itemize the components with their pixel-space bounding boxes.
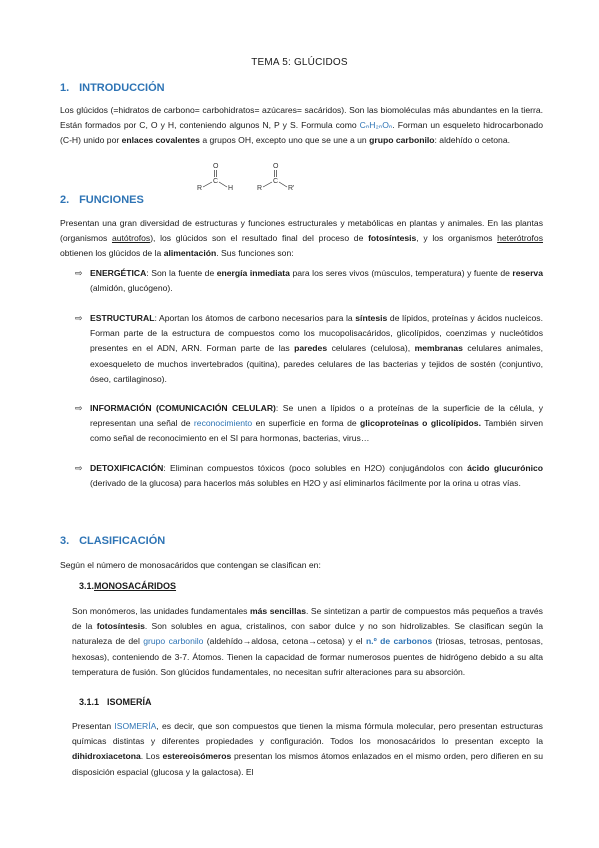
bold-term: glicoproteínas o glicolípidos. (360, 418, 481, 429)
funciones-paragraph (60, 216, 543, 262)
arrow-bullet-icon: ⇨ (75, 313, 83, 323)
arrow-bullet-icon: ⇨ (75, 463, 83, 473)
bold-term: membranas (414, 343, 463, 354)
hydrogen-label: H (228, 185, 234, 191)
heading-text: INTRODUCCIÓN (79, 82, 165, 94)
subheading-text: ISOMERÍA (107, 697, 152, 707)
r-group-label: R (197, 185, 203, 191)
text-run: : Se unen a lípidos o a proteínas de la superficie de la célula, y representan una señal de (90, 403, 543, 429)
bold-term: INFORMACIÓN (COMUNICACIÓN CELULAR) (90, 403, 276, 413)
highlight-term: n.º de carbonos (365, 636, 433, 647)
bold-term: fotosíntesis (96, 621, 145, 632)
text-run: También sirven como señal de reconocimiento en el SI para hormonas, bacterias, virus… (90, 418, 544, 444)
text-run: (aldehído→aldosa, cetona→cetosa) y el (203, 636, 366, 647)
underlined-term: autótrofos (111, 233, 151, 244)
text-run: en superficie en forma de (252, 418, 361, 429)
list-item-detoxificacion (75, 461, 543, 491)
heading-number: 2. (60, 194, 70, 206)
text-run: (derivado de la glucosa) para hacerlos más solubles en H2O y así eliminarlos fácilmente por la orina u otras vías. (90, 478, 521, 489)
text-run: : Eliminan compuestos tóxicos (poco solubles en H2O) conjugándolos con (163, 463, 468, 473)
text-run: , es decir, que son compuestos que tienen la misma fórmula molecular, pero presentan estructuras químicas distintas y diferentes propiedades y configuración. Todos los monosacáridos lo presentan excepto la (72, 721, 543, 747)
text-run: : aldehído o cetona. (434, 135, 511, 146)
oxygen-label: O (273, 163, 279, 170)
text-run: (triosas, tetrosas, pentosas, hexosas), conteniendo de 3-7. Átomos. Tienen la capacidad de formar numerosos puentes de hidrógeno debido a su alta temperatura de fusión. Son glúcidos fundamentales, no necesitan sufrir alteraciones para su absorción. (72, 636, 543, 677)
underlined-term: heterótrofos (497, 233, 543, 244)
text-run: : Aportan los átomos de carbono necesarios para la (154, 313, 356, 323)
subheading-number: 3.1. (79, 581, 95, 591)
oxygen-label: O (213, 163, 219, 170)
text-run: Presentan (72, 721, 115, 731)
isomeria-paragraph (72, 719, 543, 780)
arrow-bullet-icon: ⇨ (75, 268, 83, 278)
list-item-energetica (75, 266, 543, 296)
bold-term: enlaces covalentes (121, 135, 200, 146)
text-run: ), los glúcidos son el resultado final del proceso de (150, 233, 369, 244)
subheading-isomeria (79, 697, 152, 707)
clasificacion-intro: Según el número de monosacáridos que contengan se clasifican en: (60, 560, 321, 570)
document-title: TEMA 5: GLÚCIDOS (251, 57, 348, 68)
subheading-text: MONOSACÁRIDOS (94, 581, 177, 591)
bold-term: ESTRUCTURAL (90, 313, 155, 323)
list-item-estructural (75, 311, 543, 387)
bold-term: DETOXIFICACIÓN (90, 463, 164, 473)
text-run: presentan los mismos átomos enlazados en el mismo orden, pero difieren en su disposición espacial (glucosa y la galactosa). El (72, 751, 543, 777)
bold-term: estereoisómeros (162, 751, 232, 762)
highlight-term: grupo carbonilo (143, 636, 204, 647)
bold-term: ENERGÉTICA (90, 268, 147, 278)
text-run: . Son solubles en agua, cristalinos, con sabor dulce y no son hidrolizables. Se clasifican según la naturaleza de del (72, 621, 543, 647)
text-run: : Son la fuente de (146, 268, 217, 278)
text-run: (almidón, glucógeno). (90, 283, 173, 294)
bold-term: alimentación (163, 248, 217, 259)
bold-term: reserva (512, 268, 543, 278)
heading-text: CLASIFICACIÓN (79, 535, 166, 547)
bold-term: fotosíntesis (368, 233, 417, 244)
heading-number: 3. (60, 535, 70, 547)
list-item-informacion (75, 401, 543, 447)
highlight-term: reconocimiento (193, 418, 253, 429)
text-run: . Los (140, 751, 163, 762)
bold-term: síntesis (355, 313, 388, 323)
r-prime-group-label: R' (288, 185, 295, 191)
bold-term: ácido glucurónico (467, 463, 544, 473)
text-run: . Forman un esqueleto hidrocarbonado (C-H) unido por (60, 120, 543, 146)
text-run: a grupos OH, excepto uno que se une a un (199, 135, 370, 146)
text-run: celulares (celulosa), (327, 343, 415, 354)
bold-term: energía inmediata (216, 268, 290, 278)
text-run: obtienen los glúcidos de la (60, 248, 164, 259)
carbonyl-structures-diagram (195, 161, 305, 191)
bold-term: dihidroxiacetona (72, 751, 141, 762)
bold-term: más sencillas (249, 606, 307, 616)
ketone-structure (257, 163, 294, 191)
carbon-label: C (273, 178, 279, 185)
text-run: . Sus funciones son: (216, 248, 294, 259)
text-run: para los seres vivos (músculos, temperatura) y fuente de (289, 268, 513, 278)
monosacaridos-paragraph (72, 604, 543, 680)
text-run: celulares animales, exoesqueleto de muchos invertebrados (quitina), paredes celulares de las bacterias y tejidos de sostén (conjuntivo, óseo, cartilaginoso). (90, 343, 543, 384)
heading-clasificacion (60, 535, 165, 547)
carbon-label: C (213, 178, 219, 185)
heading-funciones (60, 194, 144, 206)
text-run: . Se sintetizan a partir de compuestos más pequeños a través de la (72, 606, 543, 632)
heading-text: FUNCIONES (79, 194, 144, 206)
text-run: Los glúcidos (=hidratos de carbono= carbohidratos= azúcares= sacáridos). Son las biomoléculas más abundantes en la tierra. Están formados por C, O y H, conteniendo algunos N, P y S. Formula como (60, 105, 543, 131)
arrow-bullet-icon: ⇨ (75, 403, 83, 413)
text-run: Son monómeros, las unidades fundamentales (72, 606, 250, 616)
aldehyde-structure (197, 163, 233, 191)
subheading-monosacaridos (79, 581, 176, 591)
r-group-label: R (257, 185, 263, 191)
text-run: , y los organismos (416, 233, 498, 244)
heading-introduccion (60, 82, 165, 94)
heading-number: 1. (60, 82, 70, 94)
highlight-term: ISOMERÍA (114, 721, 157, 731)
general-formula: CₙH₂ₙOₙ (359, 120, 393, 131)
intro-paragraph (60, 103, 543, 149)
bold-term: paredes (294, 343, 328, 354)
text-run: Presentan una gran diversidad de estructuras y funciones estructurales y metabólicas en plantas y animales. En las plantas (organismos (60, 218, 543, 244)
text-run: de lípidos, proteínas y ácidos nucleicos. Forman parte de la estructura de compuestos como los mucopolisacáridos, glicolípidos, coenzimas y nucleótidos presentes en el ADN, ARN. Forman parte de las (90, 313, 543, 354)
subheading-number: 3.1.1 (79, 697, 100, 707)
bold-term: grupo carbonilo (369, 135, 435, 146)
